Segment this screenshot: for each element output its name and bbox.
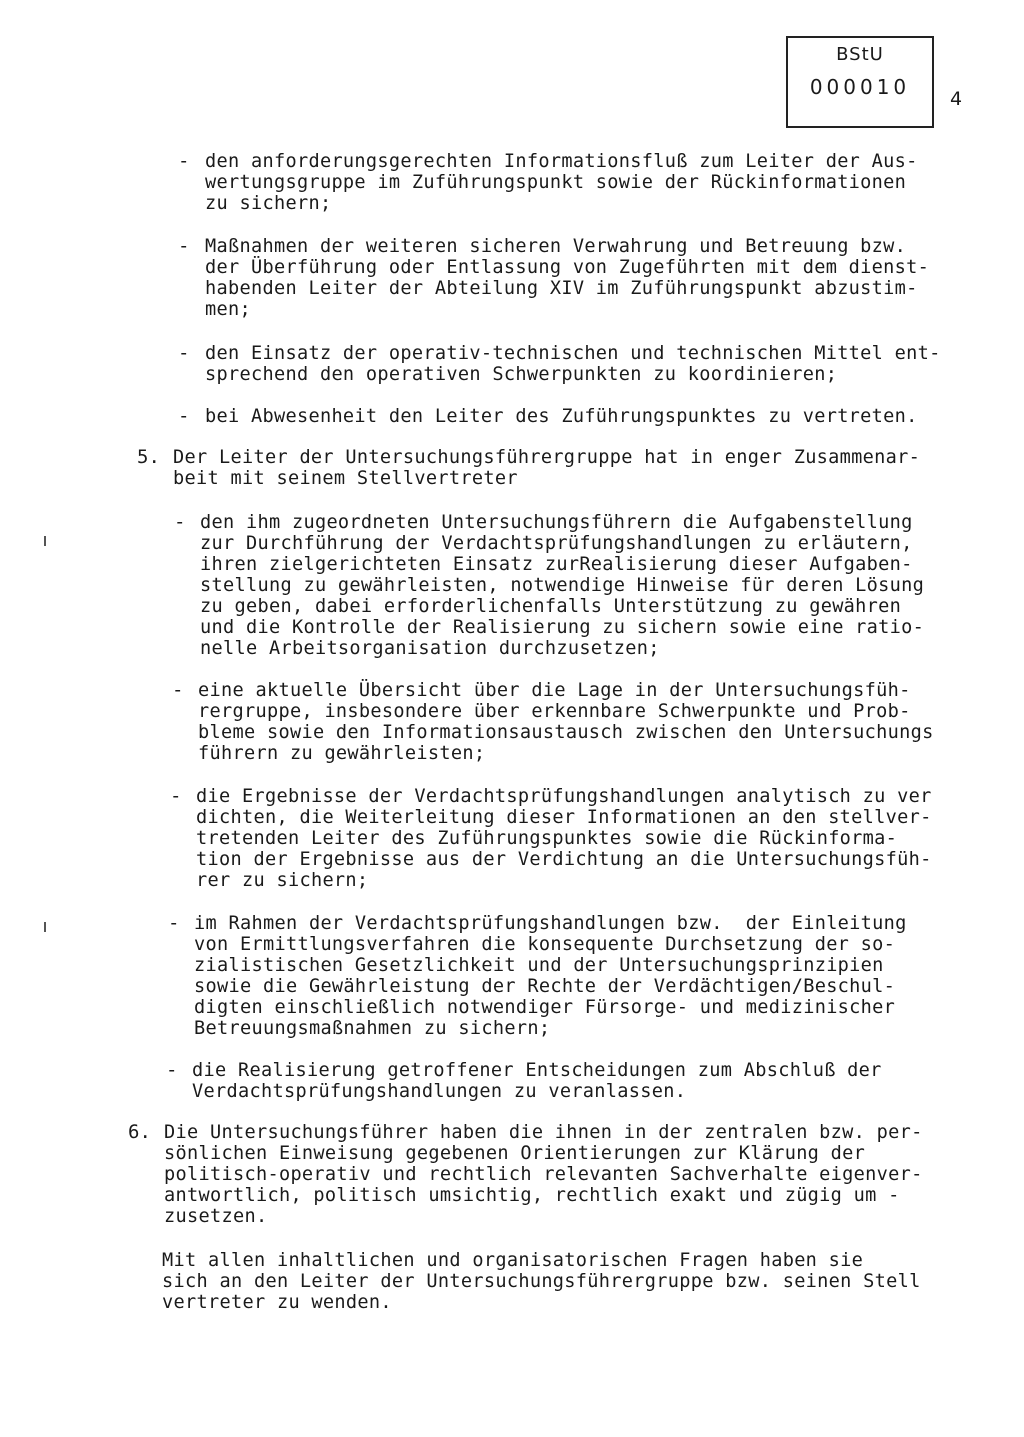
scan-mark (44, 536, 46, 546)
text-line: Der Leiter der Untersuchungsführergruppe hat in enger Zusammenar- (173, 447, 921, 468)
item-number: 6. (128, 1121, 151, 1143)
text-line: stellung zu gewährleisten, notwendige Hinweise für deren Lösung (200, 575, 925, 596)
text-line: men; (205, 299, 251, 320)
text-line: rer zu sichern; (196, 870, 369, 891)
text-line: führern zu gewährleisten; (198, 743, 486, 764)
text-line: dichten, die Weiterleitung dieser Informationen an den stellver- (196, 807, 932, 828)
text-line: eine aktuelle Übersicht über die Lage in der Untersuchungsfüh- (198, 680, 911, 701)
archive-stamp (786, 36, 934, 128)
text-line: die Ergebnisse der Verdachtsprüfungshandlungen analytisch zu ver (196, 786, 932, 807)
text-line: beit mit seinem Stellvertreter (173, 468, 518, 489)
text-line: die Realisierung getroffener Entscheidungen zum Abschluß der (192, 1060, 882, 1081)
text-line: Mit allen inhaltlichen und organisatorischen Fragen haben sie (162, 1250, 864, 1271)
text-line: politisch-operativ und rechtlich relevanten Sachverhalte eigenver- (164, 1164, 923, 1185)
stamp-archive-label: BStU (836, 44, 884, 65)
text-line: sich an den Leiter der Untersuchungsführergruppe bzw. seinen Stell (162, 1271, 921, 1292)
text-line: tretenden Leiter des Zuführungspunktes sowie die Rückinforma- (196, 828, 898, 849)
text-line: Verdachtsprüfungshandlungen zu veranlassen. (192, 1081, 687, 1102)
text-line: vertreter zu wenden. (162, 1292, 392, 1313)
text-line: habenden Leiter der Abteilung XIV im Zuführungspunkt abzustim- (205, 278, 918, 299)
text-line: den anforderungsgerechten Informationsfluß zum Leiter der Aus- (205, 151, 918, 172)
bullet-dash: - (168, 912, 180, 934)
text-line: der Überführung oder Entlassung von Zugeführten mit dem dienst- (205, 257, 930, 278)
text-line: bleme sowie den Informationsaustausch zwischen den Untersuchungs (198, 722, 934, 743)
text-line: ihren zielgerichteten Einsatz zurRealisierung dieser Aufgaben- (200, 554, 913, 575)
bullet-dash: - (178, 342, 190, 364)
text-line: digten einschließlich notwendiger Fürsorge- und medizinischer (194, 997, 896, 1018)
bullet-dash: - (178, 235, 190, 257)
bullet-dash: - (174, 511, 186, 533)
bullet-dash: - (170, 785, 182, 807)
text-line: Maßnahmen der weiteren sicheren Verwahrung und Betreuung bzw. (205, 236, 907, 257)
text-line: rergruppe, insbesondere über erkennbare Schwerpunkte und Prob- (198, 701, 911, 722)
text-line: bei Abwesenheit den Leiter des Zuführungspunktes zu vertreten. (205, 406, 918, 427)
text-line: zu geben, dabei erforderlichenfalls Unterstützung zu gewähren (200, 596, 902, 617)
text-line: Die Untersuchungsführer haben die ihnen in der zentralen bzw. per- (164, 1122, 923, 1143)
text-line: im Rahmen der Verdachtsprüfungshandlungen bzw. der Einleitung (194, 913, 907, 934)
text-line: tion der Ergebnisse aus der Verdichtung an die Untersuchungsfüh- (196, 849, 932, 870)
page-number: 4 (950, 88, 963, 110)
text-line: zur Durchführung der Verdachtsprüfungshandlungen zu erläutern, (200, 533, 913, 554)
text-line: sönlichen Einweisung gegebenen Orientierungen zur Klärung der (164, 1143, 866, 1164)
bullet-dash: - (178, 405, 190, 427)
text-line: den Einsatz der operativ-technischen und technischen Mittel ent- (205, 343, 941, 364)
text-line: den ihm zugeordneten Untersuchungsführern die Aufgabenstellung (200, 512, 913, 533)
text-line: Betreuungsmaßnahmen zu sichern; (194, 1018, 551, 1039)
text-line: und die Kontrolle der Realisierung zu sichern sowie eine ratio- (200, 617, 925, 638)
text-line: zu sichern; (205, 193, 332, 214)
item-number: 5. (137, 446, 160, 468)
text-line: zusetzen. (164, 1206, 268, 1227)
text-line: nelle Arbeitsorganisation durchzusetzen; (200, 638, 660, 659)
text-line: sowie die Gewährleistung der Rechte der Verdächtigen/Beschul- (194, 976, 896, 997)
text-line: sprechend den operativen Schwerpunkten zu koordinieren; (205, 364, 838, 385)
text-line: antwortlich, politisch umsichtig, rechtlich exakt und zügig um - (164, 1185, 900, 1206)
bullet-dash: - (172, 679, 184, 701)
bullet-dash: - (166, 1059, 178, 1081)
text-line: zialistischen Gesetzlichkeit und der Untersuchungsprinzipien (194, 955, 884, 976)
bullet-dash: - (178, 150, 190, 172)
scan-mark (44, 922, 46, 932)
text-line: von Ermittlungsverfahren die konsequente Durchsetzung der so- (194, 934, 896, 955)
stamp-document-number: 000010 (809, 75, 911, 99)
text-line: wertungsgruppe im Zuführungspunkt sowie der Rückinformationen (205, 172, 907, 193)
